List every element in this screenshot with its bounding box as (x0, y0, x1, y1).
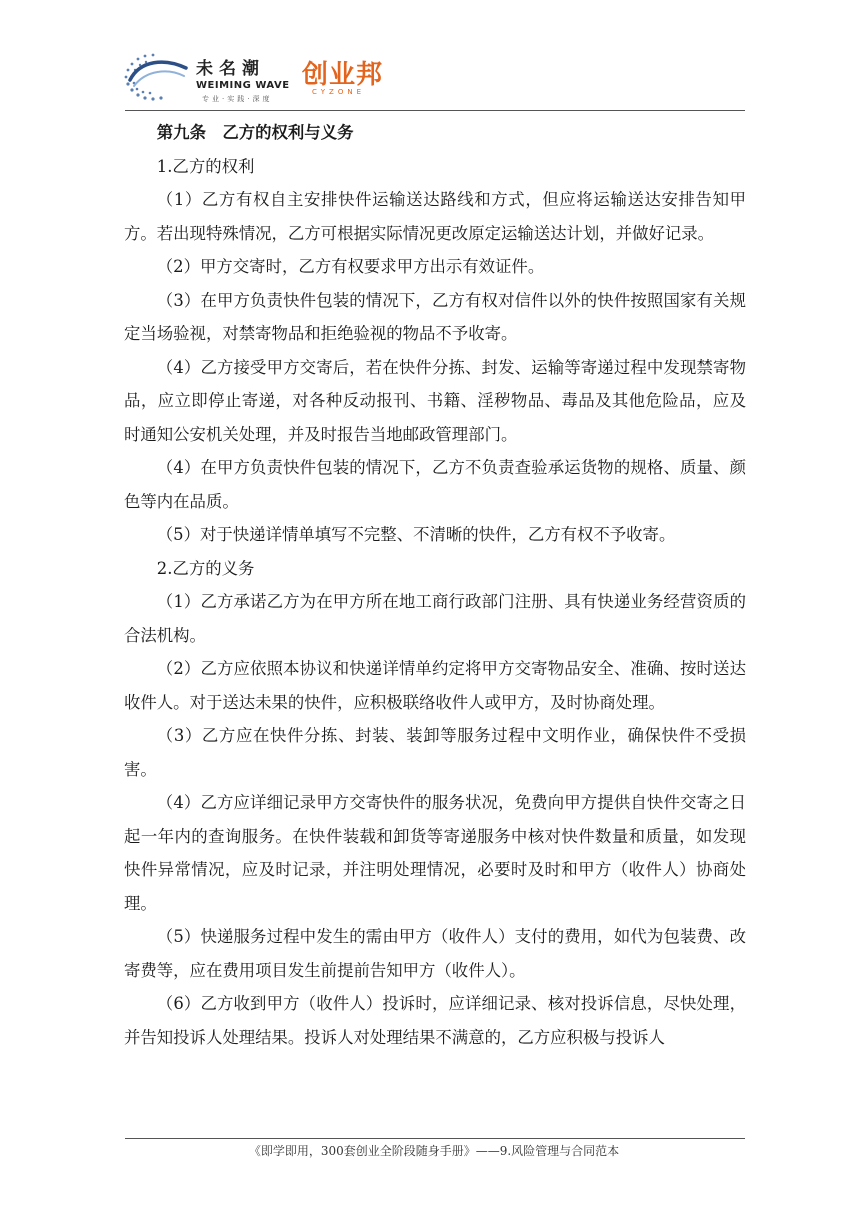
cyzone-logo: 创业邦 (302, 60, 384, 90)
paragraph: （5）对于快递详情单填写不完整、不清晰的快件，乙方有权不予收寄。 (156, 525, 676, 544)
paragraph: 2.乙方的义务 (156, 558, 255, 578)
paragraph: （1）乙方承诺乙方为在甲方所在地工商行政部门注册、具有快递业务经营资质的合法机构。 (124, 592, 746, 645)
paragraph: （6）乙方收到甲方（收件人）投诉时，应详细记录、核对投诉信息，尽快处理，并告知投诉人处理结果。投诉人对处理结果不满意的，乙方应积极与投诉人 (124, 994, 746, 1047)
brand-name-cn: 未名潮 (196, 59, 265, 79)
paragraph: （2）乙方应依照本协议和快递详情单约定将甲方交寄物品安全、准确、按时送达收件人。对于送达未果的快件，应积极联络收件人或甲方，及时协商处理。 (124, 659, 746, 712)
brand-name-en: WEIMING WAVE (196, 80, 290, 91)
page-header (120, 40, 750, 110)
cyzone-logo-en: CYZONE (312, 88, 366, 96)
brand-tagline: 专业·实践·深度 (202, 95, 273, 103)
section-title: 第九条 乙方的权利与义务 (156, 123, 354, 142)
header-divider (125, 110, 745, 111)
paragraph: 1.乙方的权利 (156, 156, 255, 176)
paragraph: （5）快递服务过程中发生的需由甲方（收件人）支付的费用，如代为包装费、改寄费等，应在费用项目发生前提前告知甲方（收件人）。 (124, 927, 746, 980)
footer-divider (125, 1138, 745, 1139)
weiming-wave-logo-icon (120, 50, 190, 104)
paragraph: （4）乙方接受甲方交寄后，若在快件分拣、封发、运输等寄递过程中发现禁寄物品，应立即停止寄递，对各种反动报刊、书籍、淫秽物品、毒品及其他危险品，应及时通知公安机关处理，并及时报告当地邮政管理部门。 (124, 357, 746, 444)
paragraph: （3）在甲方负责快件包装的情况下，乙方有权对信件以外的快件按照国家有关规定当场验视，对禁寄物品和拒绝验视的物品不予收寄。 (124, 290, 746, 343)
paragraph: （4）在甲方负责快件包装的情况下，乙方不负责查验承运货物的规格、质量、颜色等内在品质。 (124, 458, 746, 511)
paragraph: （2）甲方交寄时，乙方有权要求甲方出示有效证件。 (156, 257, 545, 276)
paragraph: （3）乙方应在快件分拣、封装、装卸等服务过程中文明作业，确保快件不受损害。 (124, 726, 746, 779)
paragraph: （1）乙方有权自主安排快件运输送达路线和方式，但应将运输送达安排告知甲方。若出现特殊情况，乙方可根据实际情况更改原定运输送达计划，并做好记录。 (124, 190, 746, 243)
page-footer: 《即学即用，300套创业全阶段随身手册》——9.风险管理与合同范本 (248, 1144, 620, 1158)
paragraph: （4）乙方应详细记录甲方交寄快件的服务状况，免费向甲方提供自快件交寄之日起一年内的查询服务。在快件装载和卸货等寄递服务中核对快件数量和质量，如发现快件异常情况，应及时记录，并注明处理情况，必要时及时和甲方（收件人）协商处理。 (124, 793, 746, 913)
document-body (124, 116, 746, 1054)
